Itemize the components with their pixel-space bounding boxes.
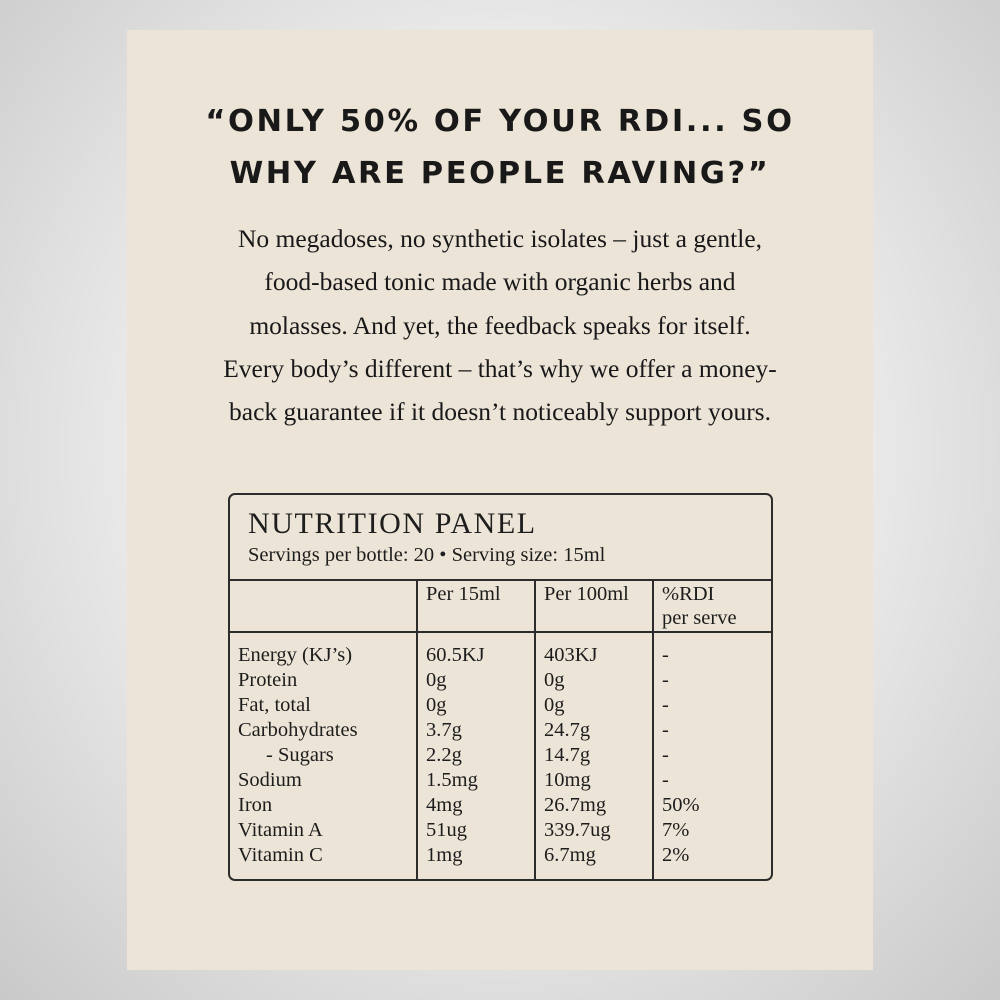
table-row <box>230 818 771 843</box>
nutrient-name: Carbohydrates <box>238 719 358 742</box>
value-per-15ml: 0g <box>417 693 535 718</box>
nutrient-name: Vitamin C <box>238 844 323 867</box>
value-per-15ml: 51ug <box>417 818 535 843</box>
value-rdi: 7% <box>653 818 771 843</box>
value-rdi: - <box>653 668 771 693</box>
value-rdi: 50% <box>653 793 771 818</box>
column-header-per-100ml: Per 100ml <box>535 580 653 632</box>
nutrient-name: Iron <box>238 794 273 817</box>
value-per-15ml: 0g <box>417 668 535 693</box>
table-row <box>230 693 771 718</box>
value-per-100ml: 6.7mg <box>535 843 653 879</box>
value-rdi: - <box>653 743 771 768</box>
nutrition-table <box>230 579 771 879</box>
value-rdi: - <box>653 693 771 718</box>
value-rdi: 2% <box>653 843 771 879</box>
column-header-rdi-line2: per serve <box>662 607 737 630</box>
value-per-100ml: 339.7ug <box>535 818 653 843</box>
nutrition-panel-header <box>230 495 771 579</box>
value-per-100ml: 0g <box>535 693 653 718</box>
table-header-row <box>230 580 771 632</box>
value-per-100ml: 26.7mg <box>535 793 653 818</box>
page-title: “ONLY 50% OF YOUR RDI... SO WHY ARE PEOPLE RAVING?” <box>205 104 795 192</box>
column-header-rdi-line1: %RDI <box>662 583 715 605</box>
value-per-15ml: 2.2g <box>417 743 535 768</box>
table-row <box>230 768 771 793</box>
value-per-100ml: 403KJ <box>535 632 653 668</box>
nutrient-name: Protein <box>238 669 298 692</box>
table-row <box>230 843 771 879</box>
body-paragraph: No megadoses, no synthetic isolates – just a gentle, food-based tonic made with organic herbs and molasses. And yet, the feedback speaks for itself. Every body’s different – that’s why we offer a money-back guarantee if it doesn’t noticeably support yours. <box>223 223 777 427</box>
value-rdi: - <box>653 632 771 668</box>
value-per-100ml: 0g <box>535 668 653 693</box>
nutrition-panel <box>228 493 773 881</box>
table-row <box>230 718 771 743</box>
value-per-15ml: 4mg <box>417 793 535 818</box>
value-per-15ml: 60.5KJ <box>417 632 535 668</box>
value-per-100ml: 10mg <box>535 768 653 793</box>
nutrient-name: Energy (KJ’s) <box>238 644 353 667</box>
table-row <box>230 632 771 668</box>
value-rdi: - <box>653 718 771 743</box>
nutrient-name: Vitamin A <box>238 819 323 842</box>
value-per-15ml: 1.5mg <box>417 768 535 793</box>
table-row <box>230 668 771 693</box>
nutrition-table-body <box>230 632 771 879</box>
value-per-15ml: 3.7g <box>417 718 535 743</box>
nutrition-panel-title: NUTRITION PANEL <box>248 507 537 540</box>
value-rdi: - <box>653 768 771 793</box>
column-header-per-15ml: Per 15ml <box>417 580 535 632</box>
nutrient-name: Fat, total <box>238 694 311 717</box>
nutrient-name: - Sugars <box>266 744 334 767</box>
product-info-card <box>127 30 873 970</box>
column-header-nutrient <box>230 580 417 632</box>
column-header-rdi <box>653 580 771 632</box>
table-row <box>230 743 771 768</box>
servings-info: Servings per bottle: 20 • Serving size: 15ml <box>248 544 606 566</box>
value-per-15ml: 1mg <box>417 843 535 879</box>
value-per-100ml: 24.7g <box>535 718 653 743</box>
table-row <box>230 793 771 818</box>
nutrient-name: Sodium <box>238 769 302 792</box>
value-per-100ml: 14.7g <box>535 743 653 768</box>
